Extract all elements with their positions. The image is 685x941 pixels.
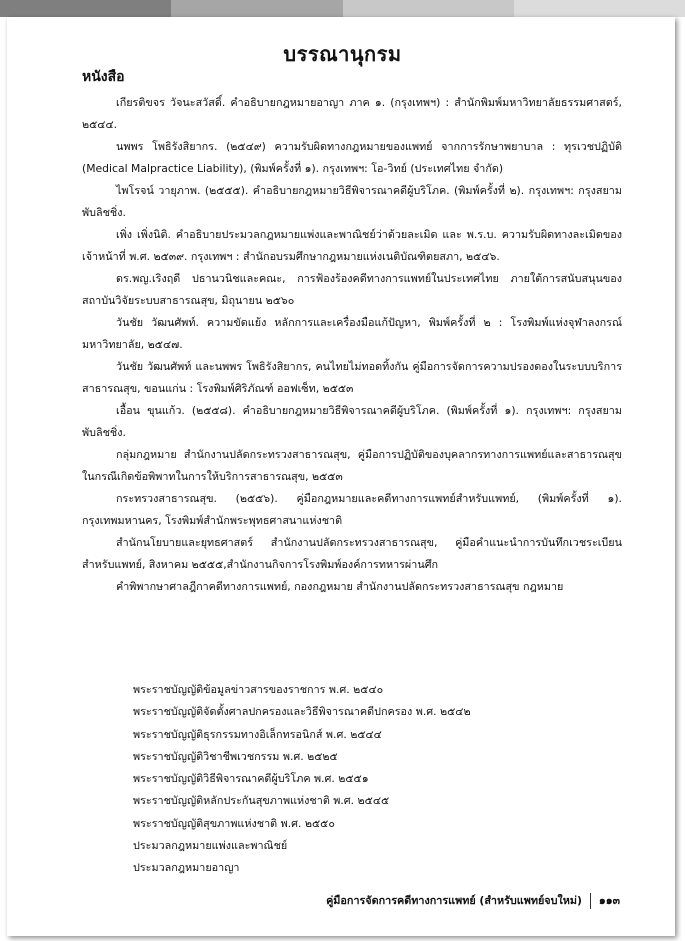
- law-item: พระราชบัญญัติวิธีพิจารณาคดีผู้บริโภค พ.ศ. ๒๕๕๑: [133, 772, 369, 786]
- reference-item: วันชัย วัฒนศัพท์. ความขัดแย้ง หลักการและเครื่องมือแก้ปัญหา, พิมพ์ครั้งที่ ๒ : โรงพิมพ์แห่งจุฬาลงกรณ์มหาวิทยาลัย, ๒๕๔๗.: [82, 316, 622, 351]
- law-list: [133, 679, 613, 880]
- footer-book-title: คู่มือการจัดการคดีทางการแพทย์ (สำหรับแพทย์จบใหม่): [326, 894, 582, 907]
- footer-divider: [590, 893, 591, 909]
- top-bar-segment-4: [514, 0, 685, 17]
- reference-item: คำพิพากษาศาลฎีกาคดีทางการแพทย์, กองกฎหมาย สำนักงานปลัดกระทรวงสาธารณสุข กฎหมาย: [116, 580, 564, 593]
- reference-item: กระทรวงสาธารณสุข. (๒๕๕๖). คู่มือกฎหมายและคดีทางการแพทย์สำหรับแพทย์, (พิมพ์ครั้งที่ ๑). กรุงเทพมหานคร, โรงพิมพ์สำนักพระพุทธศาสนาแห่งชาติ: [82, 492, 622, 527]
- section-heading-books: หนังสือ: [82, 69, 125, 85]
- reference-item: วันชัย วัฒนศัพท์ และนพพร โพธิรังสิยากร, คนไทยไม่ทอดทิ้งกัน คู่มือการจัดการความปรองดองในระบบบริการสาธารณสุข, ขอนแก่น : โรงพิมพ์ศิริภัณฑ์ ออฟเซ็ท, ๒๕๕๓: [82, 360, 622, 395]
- law-item: ประมวลกฎหมายแพ่งและพาณิชย์: [133, 839, 288, 853]
- reference-list: [82, 92, 622, 598]
- top-bar-segment-2: [171, 0, 342, 17]
- reference-item: กลุ่มกฎหมาย สำนักงานปลัดกระทรวงสาธารณสุข, คู่มือการปฏิบัติของบุคลากรทางการแพทย์และสาธารณสุข ในกรณีเกิดข้อพิพาทในการให้บริการสาธารณสุข, ๒๕๕๓: [82, 448, 622, 483]
- reference-item: สำนักนโยบายและยุทธศาสตร์ สำนักงานปลัดกระทรวงสาธารณสุข, คู่มือคำแนะนำการบันทึกเวชระเบียนสำหรับแพทย์, สิงหาคม ๒๕๕๕,สำนักงานกิจการโรงพิมพ์องค์การทหารผ่านศึก: [82, 536, 622, 571]
- reference-item: เพิ่ง เพิ่งนิติ. คำอธิบายประมวลกฎหมายแพ่งและพาณิชย์ว่าด้วยละเมิด และ พ.ร.บ. ความรับผิดทางละเมิดของเจ้าหน้าที่ พ.ศ. ๒๕๓๙. กรุงเทพฯ : สำนักอบรมศึกษากฎหมายแห่งเนติบัณฑิตยสภา, ๒๕๔๖.: [82, 228, 622, 263]
- reference-item: นพพร โพธิรังสิยากร. (๒๕๔๙) ความรับผิดทางกฎหมายของแพทย์ จากการรักษาพยาบาล : ทุรเวชปฏิบัติ (Medical Malpractice Liability), (พิมพ์ครั้งที่ ๑). กรุงเทพฯ: โอ-วิทย์ (ประเทศไทย จำกัด): [82, 140, 622, 175]
- top-bar-segment-1: [0, 0, 171, 17]
- reference-item: ดร.พญ.เริงฤดี ปธานวนิชและคณะ, การฟ้องร้องคดีทางการแพทย์ในประเทศไทย ภายใต้การสนับสนุนของสถาบันวิจัยระบบสาธารณสุข, มิถุนายน ๒๕๖๐: [82, 272, 622, 307]
- reference-item: ไพโรจน์ วายุภาพ. (๒๕๕๕). คำอธิบายกฎหมายวิธีพิจารณาคดีผู้บริโภค. (พิมพ์ครั้งที่ ๒). กรุงเทพฯ: กรุงสยาม พับลิชชิ่ง.: [82, 184, 622, 219]
- page-title: บรรณานุกรม: [283, 42, 402, 66]
- top-color-bar: [0, 0, 685, 17]
- law-item: ประมวลกฎหมายอาญา: [133, 861, 240, 875]
- law-item: พระราชบัญญัติสุขภาพแห่งชาติ พ.ศ. ๒๕๕๐: [133, 816, 335, 830]
- law-item: พระราชบัญญัติธุรกรรมทางอิเล็กทรอนิกส์ พ.ศ. ๒๕๔๔: [133, 727, 382, 741]
- law-item: พระราชบัญญัติจัดตั้งศาลปกครองและวิธีพิจารณาคดีปกครอง พ.ศ. ๒๕๔๒: [133, 705, 471, 719]
- page-number: ๑๑๓: [598, 894, 620, 907]
- reference-item: เอื้อน ขุนแก้ว. (๒๕๕๘). คำอธิบายกฎหมายวิธีพิจารณาคดีผู้บริโภค. (พิมพ์ครั้งที่ ๑). กรุงเทพฯ: กรุงสยาม พับลิชชิ่ง.: [82, 404, 622, 439]
- page-footer: [0, 892, 620, 909]
- reference-item: เกียรติขจร วัจนะสวัสดิ์. คำอธิบายกฎหมายอาญา ภาค ๑. (กรุงเทพฯ) : สำนักพิมพ์มหาวิทยาลัยธรรมศาสตร์, ๒๕๔๔.: [82, 96, 622, 131]
- law-item: พระราชบัญญัติหลักประกันสุขภาพแห่งชาติ พ.ศ. ๒๕๔๕: [133, 794, 390, 808]
- law-item: พระราชบัญญัติข้อมูลข่าวสารของราชการ พ.ศ. ๒๕๔๐: [133, 683, 384, 696]
- law-item: พระราชบัญญัติวิชาชีพเวชกรรม พ.ศ. ๒๕๒๕: [133, 749, 338, 763]
- top-bar-segment-3: [343, 0, 514, 17]
